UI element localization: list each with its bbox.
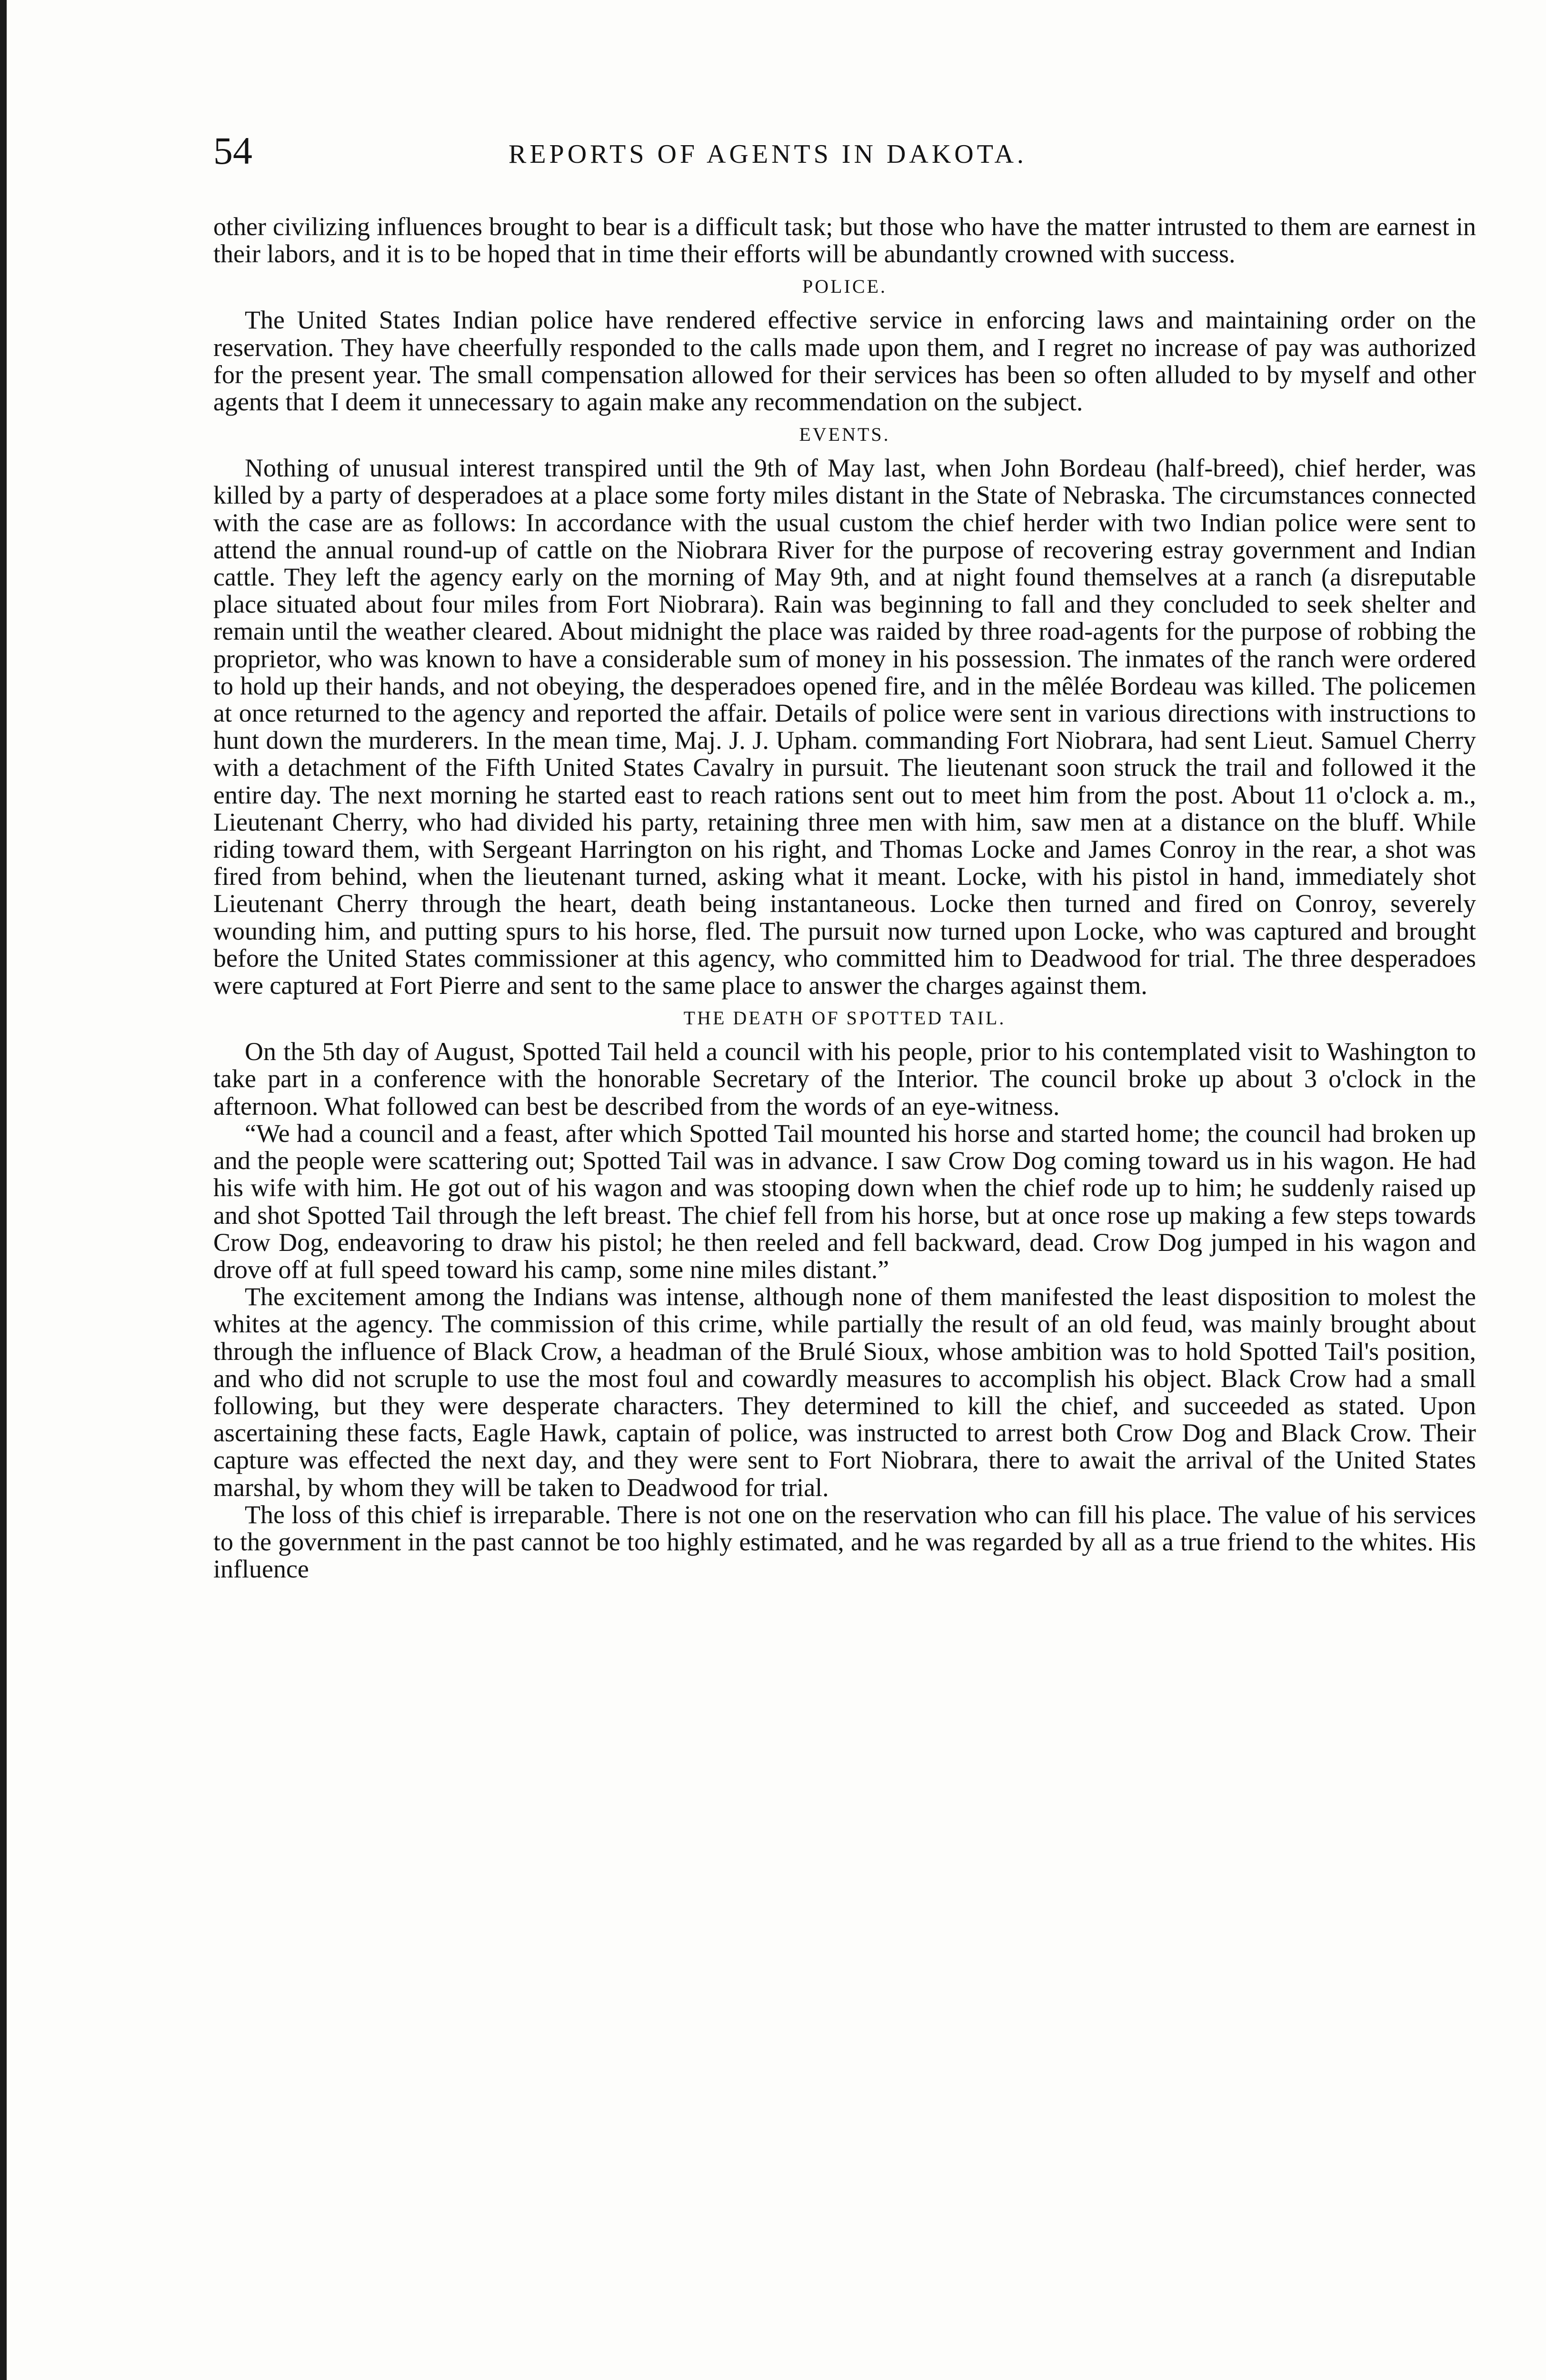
loss-paragraph: The loss of this chief is irreparable. There is not one on the reservation who can fill his place. The value of his services to the government in the past cannot be too highly estimated, and he was regarded by all as a true friend to the whites. His influence [213,1500,1476,1584]
events-paragraph: Nothing of unusual interest transpired until the 9th of May last, when John Bordeau (half-breed), chief herder, was killed by a party of desperadoes at a place some forty miles distant in the State of Nebraska. The circumstances connected with the case are as follows: In accordance with the usual custom the chief herder with two Indian police were sent to attend the annual round-up of cattle on the Niobrara River for the purpose of recovering estray government and Indian cattle. They left the agency early on the morning of May 9th, and at night found themselves at a ranch (a disreputable place situated about four miles from Fort Niobrara). Rain was beginning to fall and they concluded to seek shelter and remain until the weather cleared. About midnight the place was raided by three road-agents for the purpose of robbing the proprietor, who was known to have a considerable sum of money in his possession. The inmates of the ranch were ordered to hold up their hands, and not obeying, the desperadoes opened fire, and in the mêlée Bordeau was killed. The policemen at once returned to the agency and reported the affair. Details of police were sent in various directions with instructions to hunt down the murderers. In the mean time, Maj. J. J. Upham. commanding Fort Niobrara, had sent Lieut. Samuel Cherry with a detachment of the Fifth United States Cavalry in pursuit. The lieutenant soon struck the trail and followed it the entire day. The next morning he started east to reach rations sent out to meet him from the post. About 11 o'clock a. m., Lieutenant Cherry, who had divided his party, retaining three men with him, saw men at a distance on the bluff. While riding toward them, with Sergeant Harrington on his right, and Thomas Locke and James Conroy in the rear, a shot was fired from behind, when the lieutenant turned, asking what it meant. Locke, with his pistol in hand, immediately shot Lieutenant Cherry through the heart, death being instantaneous. Locke then turned and fired on Conroy, severely wounding him, and putting spurs to his horse, fled. The pursuit now turned upon Locke, who was captured and brought before the United States commissioner at this agency, who committed him to Deadwood for trial. The three desperadoes were captured at Fort Pierre and sent to the same place to answer the charges against them. [213,454,1476,1000]
eyewitness-quote: “We had a council and a feast, after which Spotted Tail mounted his horse and started home; the council had broken up and the people were scattering out; Spotted Tail was in advance. I saw Crow Dog coming toward us in his wagon. He had his wife with him. He got out of his wagon and was stooping down when the chief rode up to him; he suddenly raised up and shot Spotted Tail through the left breast. The chief fell from his horse, but at once rose up making a few steps towards Crow Dog, endeavoring to draw his pistol; he then reeled and fell backward, dead. Crow Dog jumped in his wagon and drove off at full speed toward his camp, some nine miles distant.” [213,1119,1476,1284]
continuation-paragraph: other civilizing influences brought to bear is a difficult task; but those who have the matter intrusted to them are earnest in their labors, and it is to be hoped that in time their efforts will be abundantly crowned with success. [213,212,1476,268]
police-paragraph: The United States Indian police have rendered effective service in enforcing laws and maintaining order on the reservation. They have cheerfully responded to the calls made upon them, and I regret no increase of pay was authorized for the present year. The small compensation allowed for their services has been so often alluded to by myself and other agents that I deem it unnecessary to again make any recommendation on the subject. [213,306,1476,416]
spotted-tail-heading: THE DEATH OF SPOTTED TAIL. [683,1007,1006,1029]
page-number: 54 [213,129,252,172]
police-heading: POLICE. [802,276,887,298]
page-header [213,125,1476,177]
spotted-tail-intro-paragraph: On the 5th day of August, Spotted Tail held a council with his people, prior to his contemplated visit to Washington to take part in a conference with the honorable Secretary of the Interior. The council broke up about 3 o'clock in the afternoon. What followed can best be described from the words of an eye-witness. [213,1037,1476,1121]
running-head: REPORTS OF AGENTS IN DAKOTA. [509,139,1027,169]
excitement-paragraph: The excitement among the Indians was intense, although none of them manifested the least disposition to molest the whites at the agency. The commission of this crime, while partially the result of an old feud, was mainly brought about through the influence of Black Crow, a headman of the Brulé Sioux, whose ambition was to hold Spotted Tail's position, and who did not scruple to use the most foul and cowardly measures to accomplish his object. Black Crow had a small following, but they were desperate characters. They determined to kill the chief, and succeeded as stated. Upon ascertaining these facts, Eagle Hawk, captain of police, was instructed to arrest both Crow Dog and Black Crow. Their capture was effected the next day, and they were sent to Fort Niobrara, there to await the arrival of the United States marshal, by whom they will be taken to Deadwood for trial. [213,1282,1476,1502]
events-heading: EVENTS. [799,424,890,446]
scan-edge-left [0,0,7,2380]
page-body [213,213,1476,1583]
